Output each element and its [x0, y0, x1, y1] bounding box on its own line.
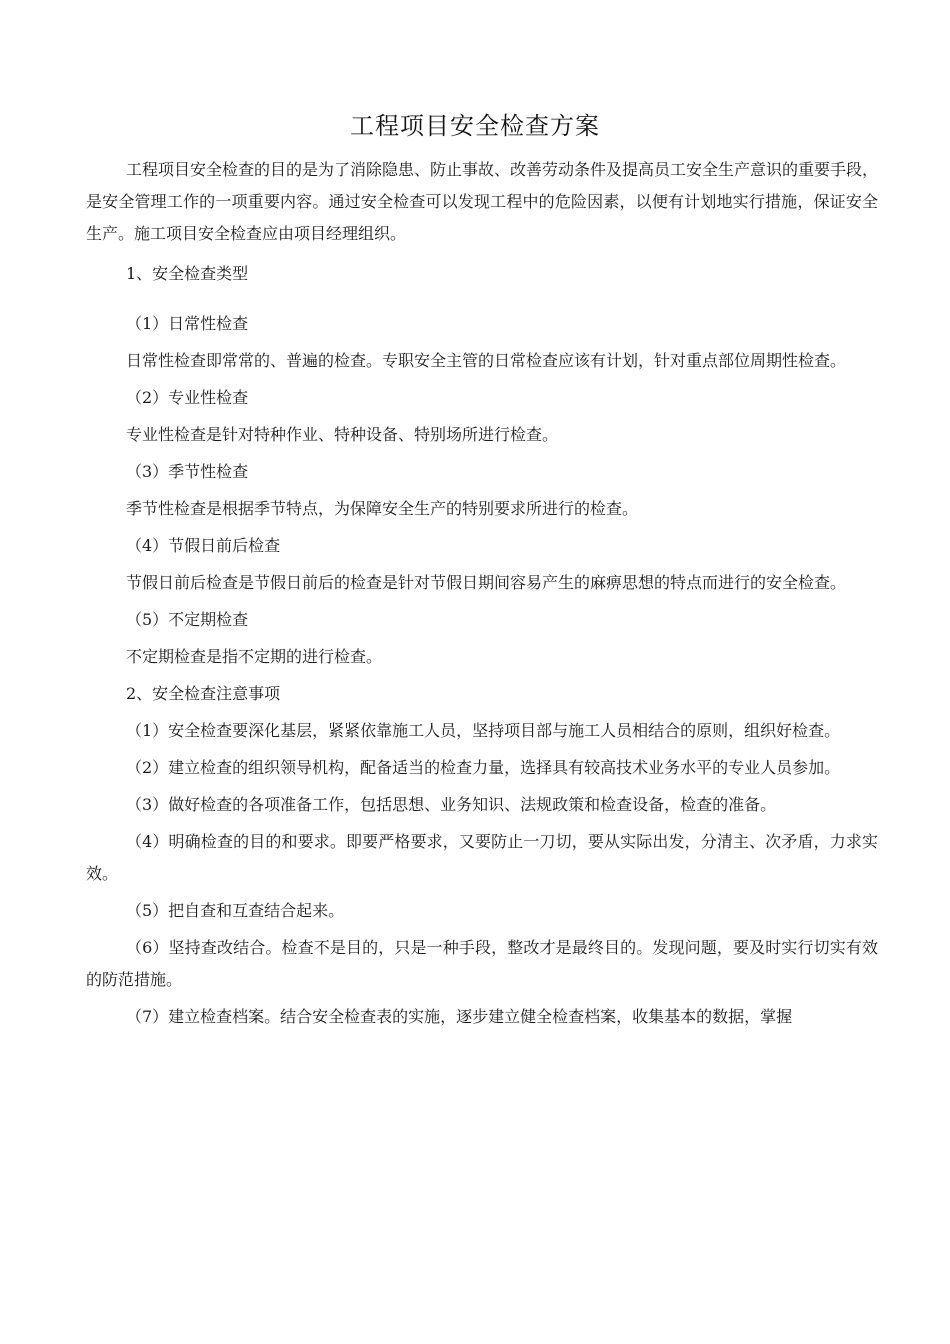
note-item-3: （3）做好检查的各项准备工作，包括思想、业务知识、法规政策和检查设备，检查的准备。 — [126, 795, 777, 814]
note-item-7: （7）建立检查档案。结合安全检查表的实施，逐步建立健全检查档案，收集基本的数据，掌握 — [126, 1007, 793, 1026]
intro-paragraph: 工程项目安全检查的目的是为了消除隐患、防止事故、改善劳动条件及提高员工安全生产意识的重要手段，是安全管理工作的一项重要内容。通过安全检查可以发现工程中的危险因素，以便有计划地实行措施，保证安全生产。施工项目安全检查应由项目经理组织。 — [86, 160, 879, 243]
section-heading-inspection-notes: 2、安全检查注意事项 — [126, 684, 281, 703]
subheading-seasonal-inspection: （3）季节性检查 — [126, 462, 249, 481]
document-title: 工程项目安全检查方案 — [350, 112, 600, 140]
subheading-professional-inspection: （2）专业性检查 — [126, 388, 249, 407]
paragraph-irregular-inspection: 不定期检查是指不定期的进行检查。 — [126, 647, 383, 666]
subheading-daily-inspection: （1）日常性检查 — [126, 314, 249, 333]
note-item-4: （4）明确检查的目的和要求。即要严格要求，又要防止一刀切，要从实际出发，分清主、次矛盾，力求实效。 — [86, 832, 878, 883]
subheading-holiday-inspection: （4）节假日前后检查 — [126, 536, 281, 555]
section-heading-inspection-types: 1、安全检查类型 — [126, 264, 249, 283]
note-item-1: （1）安全检查要深化基层，紧紧依靠施工人员，坚持项目部与施工人员相结合的原则，组织好检查。 — [126, 721, 841, 740]
note-item-2: （2）建立检查的组织领导机构，配备适当的检查力量，选择具有较高技术业务水平的专业人员参加。 — [126, 758, 841, 777]
paragraph-seasonal-inspection: 季节性检查是根据季节特点，为保障安全生产的特别要求所进行的检查。 — [126, 499, 639, 518]
subheading-irregular-inspection: （5）不定期检查 — [126, 610, 249, 629]
note-item-5: （5）把自查和互查结合起来。 — [126, 901, 345, 920]
paragraph-professional-inspection: 专业性检查是针对特种作业、特种设备、特别场所进行检查。 — [126, 425, 559, 444]
note-item-6: （6）坚持查改结合。检查不是目的，只是一种手段，整改才是最终目的。发现问题，要及时实行切实有效的防范措施。 — [86, 938, 878, 989]
document-body — [86, 154, 878, 1038]
paragraph-daily-inspection: 日常性检查即常常的、普遍的检查。专职安全主管的日常检查应该有计划，针对重点部位周期性检查。 — [126, 351, 847, 370]
paragraph-holiday-inspection: 节假日前后检查是节假日前后的检查是针对节假日期间容易产生的麻痹思想的特点而进行的安全检查。 — [126, 573, 847, 592]
